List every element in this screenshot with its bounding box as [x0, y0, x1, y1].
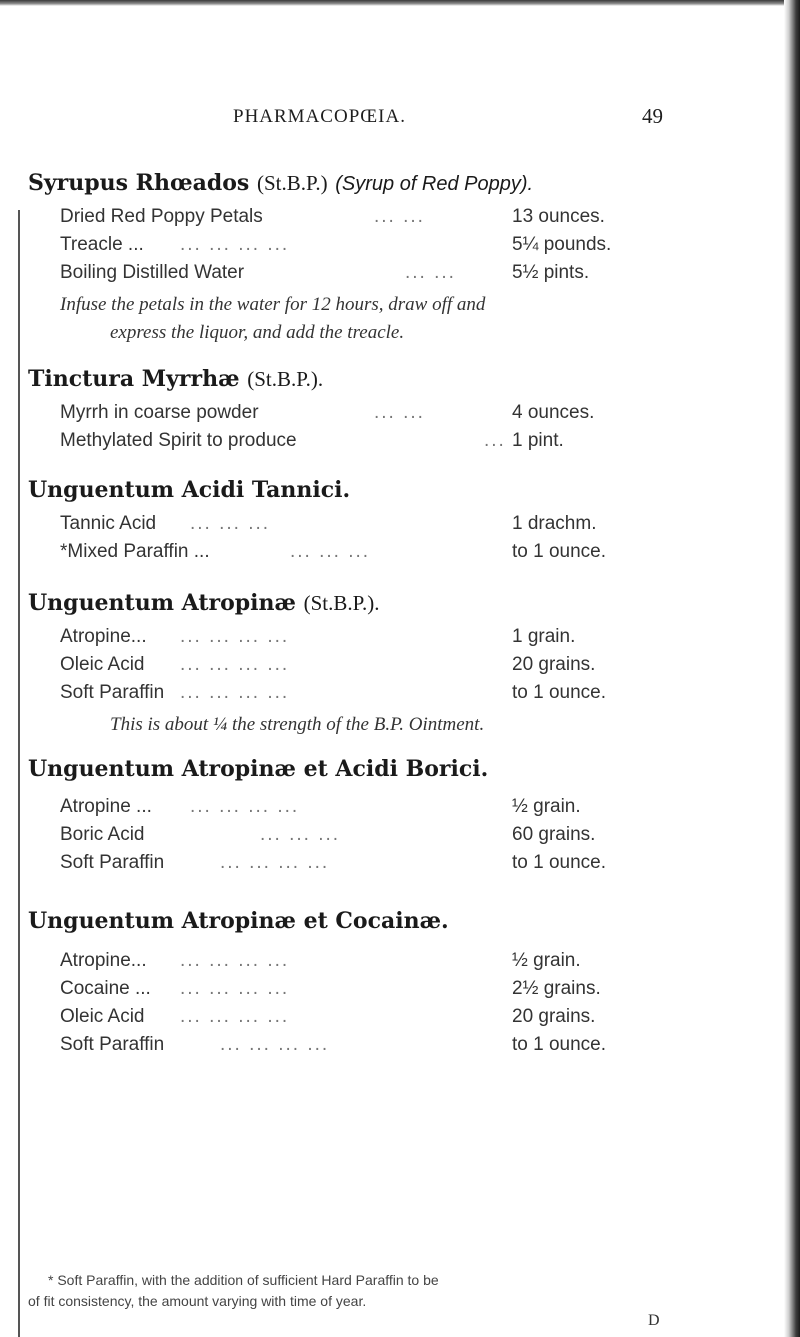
ingredient-row [60, 682, 710, 712]
ingredient-name: Soft Paraffin [60, 1034, 165, 1055]
ingredient-row [60, 206, 710, 236]
ingredient-quantity: to 1 ounce. [512, 852, 607, 873]
recipe-title [28, 170, 533, 196]
signature-mark: D [648, 1312, 660, 1329]
ingredient-name: Methylated Spirit to produce [60, 430, 297, 451]
ingredient-name: Atropine ... [60, 796, 152, 817]
preparation-note: express the liquor, and add the treacle. [110, 322, 405, 343]
recipe-source: (St.B.P.). [303, 591, 380, 615]
recipe-source: (St.B.P.). [247, 367, 324, 391]
leader-dots: ... ... ... ... [180, 234, 290, 255]
ingredient-row [60, 824, 710, 854]
ingredient-name: Boric Acid [60, 824, 145, 845]
ingredient-row [60, 541, 710, 571]
ingredient-quantity: 2½ grains. [512, 978, 601, 999]
ingredient-row [60, 513, 710, 543]
ingredient-quantity: 20 grains. [512, 1006, 596, 1027]
recipe-title [28, 590, 379, 616]
ingredient-name: Treacle ... [60, 234, 144, 255]
ingredient-name: Cocaine ... [60, 978, 151, 999]
ingredient-row [60, 1006, 710, 1036]
ingredient-quantity: 1 drachm. [512, 513, 597, 534]
ingredient-quantity: 60 grains. [512, 824, 596, 845]
recipe-name: Unguentum Acidi Tannici. [28, 477, 351, 503]
ingredient-row [60, 626, 710, 656]
recipe-title [28, 477, 350, 503]
ingredient-quantity: 1 grain. [512, 626, 576, 647]
ingredient-row [60, 430, 710, 460]
recipe-name: Unguentum Atropinæ et Acidi Borici. [28, 756, 489, 782]
ingredient-row [60, 796, 710, 826]
page-number: 49 [642, 104, 663, 128]
leader-dots: ... ... ... ... [180, 626, 290, 647]
ingredient-quantity: 5½ pints. [512, 262, 590, 283]
recipe-title [28, 908, 449, 934]
ingredient-row [60, 402, 710, 432]
leader-dots: ... ... ... ... [180, 978, 290, 999]
page-edge-top [0, 0, 800, 6]
leader-dots: ... ... ... [190, 513, 271, 534]
ingredient-quantity: to 1 ounce. [512, 1034, 607, 1055]
preparation-note: Infuse the petals in the water for 12 hours, draw off and [60, 294, 486, 315]
ingredient-row [60, 654, 710, 684]
recipe-name: Unguentum Atropinæ [28, 590, 296, 616]
leader-dots: ... ... [374, 402, 425, 423]
ingredient-row [60, 234, 710, 264]
ingredient-quantity: 13 ounces. [512, 206, 605, 227]
ingredient-name: Myrrh in coarse powder [60, 402, 259, 423]
leader-dots: ... ... ... ... [180, 1006, 290, 1027]
ingredient-quantity: to 1 ounce. [512, 682, 607, 703]
recipe-name: Syrupus Rhœados [28, 170, 250, 196]
recipe-title [28, 756, 488, 782]
ingredient-row [60, 1034, 710, 1064]
ingredient-quantity: 4 ounces. [512, 402, 595, 423]
ingredient-quantity: 20 grains. [512, 654, 596, 675]
recipe-name: Tinctura Myrrhæ [28, 366, 240, 392]
ingredient-name: Oleic Acid [60, 654, 145, 675]
page-edge-left [18, 210, 20, 1337]
ingredient-quantity: ½ grain. [512, 950, 581, 971]
leader-dots: ... ... ... ... [220, 1034, 330, 1055]
preparation-note: This is about ¼ the strength of the B.P. Ointment. [110, 714, 485, 735]
leader-dots: ... ... ... ... [190, 796, 300, 817]
page-edge-right [784, 0, 800, 1337]
recipe-alt-name: (Syrup of Red Poppy). [335, 173, 534, 195]
leader-dots: ... ... ... ... [180, 682, 290, 703]
ingredient-quantity: to 1 ounce. [512, 541, 607, 562]
leader-dots: ... ... ... ... [180, 950, 290, 971]
footnote-line: of fit consistency, the amount varying with time of year. [28, 1293, 367, 1309]
ingredient-name: Dried Red Poppy Petals [60, 206, 263, 227]
footnote [28, 1270, 778, 1312]
leader-dots: ... ... ... ... [180, 654, 290, 675]
leader-dots: ... ... ... [260, 824, 341, 845]
ingredient-name: Oleic Acid [60, 1006, 145, 1027]
leader-dots: ... ... [405, 262, 456, 283]
ingredient-row [60, 852, 710, 882]
ingredient-row [60, 978, 710, 1008]
leader-dots: ... ... [374, 206, 425, 227]
ingredient-name: Soft Paraffin [60, 852, 165, 873]
ingredient-row [60, 950, 710, 980]
recipe-title [28, 366, 323, 392]
recipe-source: (St.B.P.) [256, 171, 328, 195]
ingredient-quantity: 1 pint. [512, 430, 564, 451]
running-head-title: PHARMACOPŒIA. [233, 106, 406, 127]
ingredient-name: Atropine... [60, 626, 147, 647]
ingredient-row [60, 262, 710, 292]
footnote-line: * Soft Paraffin, with the addition of sufficient Hard Paraffin to be [48, 1272, 439, 1288]
ingredient-name: Tannic Acid [60, 513, 157, 534]
ingredient-name: *Mixed Paraffin ... [60, 541, 210, 562]
running-head [0, 106, 780, 136]
leader-dots: ... [484, 430, 506, 451]
leader-dots: ... ... ... ... [220, 852, 330, 873]
leader-dots: ... ... ... [290, 541, 371, 562]
ingredient-quantity: ½ grain. [512, 796, 581, 817]
ingredient-quantity: 5¼ pounds. [512, 234, 612, 255]
recipe-name: Unguentum Atropinæ et Cocainæ. [28, 908, 449, 934]
ingredient-name: Soft Paraffin [60, 682, 165, 703]
ingredient-name: Atropine... [60, 950, 147, 971]
ingredient-name: Boiling Distilled Water [60, 262, 245, 283]
